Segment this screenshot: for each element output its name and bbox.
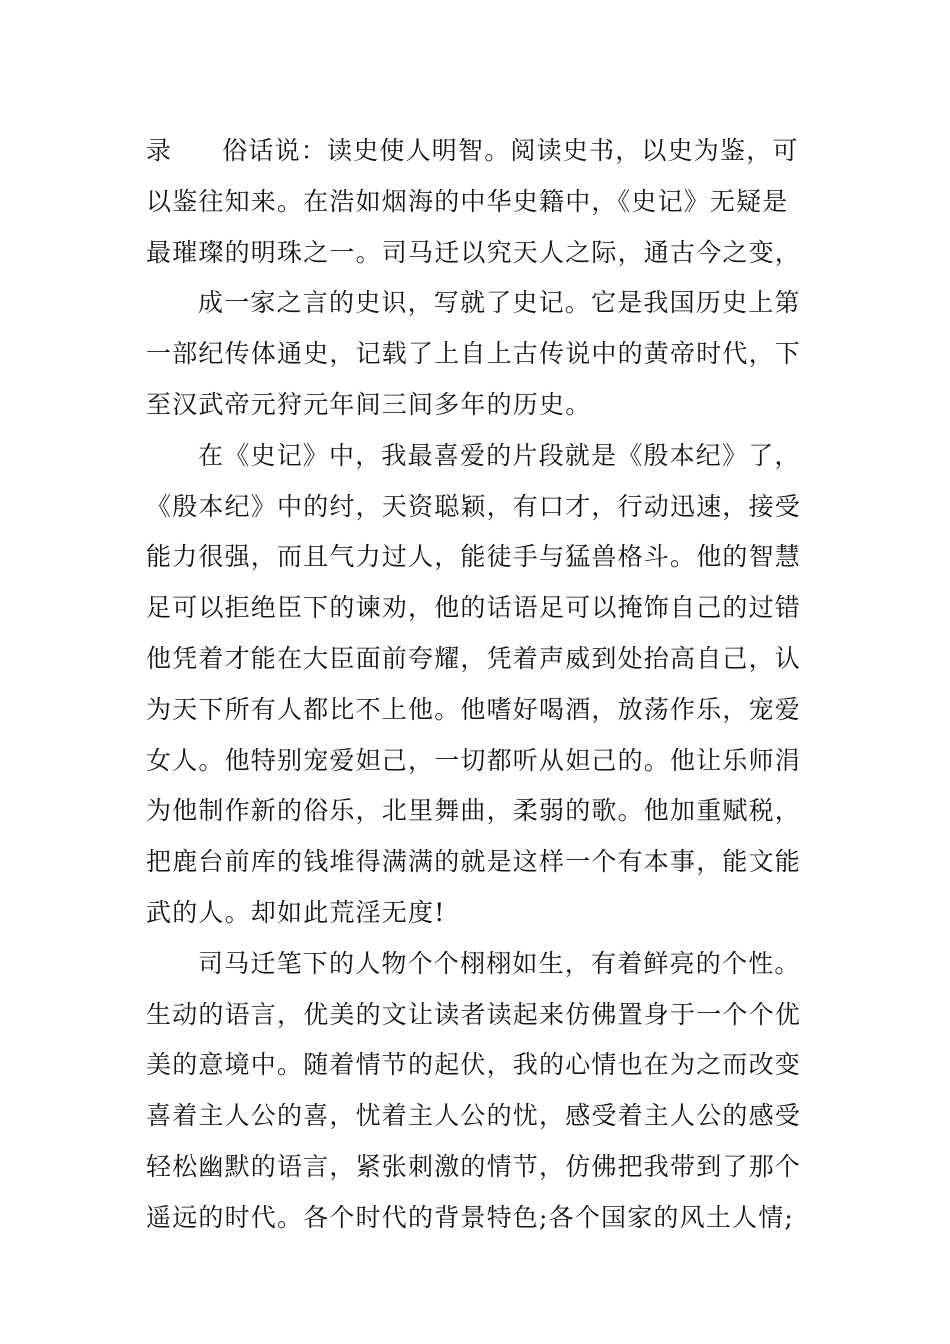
text-line: 把鹿台前库的钱堆得满满的就是这样一个有本事，能文能	[146, 847, 802, 877]
text-line: 喜着主人公的喜，忧着主人公的忧，感受着主人公的感受	[146, 1101, 802, 1131]
text-line: 美的意境中。随着情节的起伏，我的心情也在为之而改变	[146, 1050, 802, 1080]
text-line: 遥远的时代。各个时代的背景特色;各个国家的风土人情;	[146, 1202, 795, 1232]
paragraph-start-line: 成一家之言的史识，写就了史记。它是我国历史上第	[198, 288, 801, 318]
text-line: 轻松幽默的语言，紧张刺激的情节，仿佛把我带到了那个	[146, 1151, 802, 1181]
text-line: 武的人。却如此荒淫无度!	[146, 897, 446, 927]
text-line: 以鉴往知来。在浩如烟海的中华史籍中，《史记》无疑是	[146, 186, 789, 216]
text-line: 足可以拒绝臣下的谏劝，他的话语足可以掩饰自己的过错	[146, 593, 802, 623]
text-line: 生动的语言，优美的文让读者读起来仿佛置身于一个个优	[146, 999, 802, 1029]
text-line: 他凭着才能在大臣面前夸耀，凭着声威到处抬高自己，认	[146, 643, 802, 673]
text-line: 《殷本纪》中的纣，天资聪颖，有口才，行动迅速，接受	[146, 491, 802, 521]
text-line: 最璀璨的明珠之一。司马迁以究天人之际，通古今之变，	[146, 237, 802, 267]
text-line: 为他制作新的俗乐，北里舞曲，柔弱的歌。他加重赋税，	[146, 796, 802, 826]
text-line	[146, 126, 810, 177]
text-line: 女人。他特别宠爱妲己，一切都听从妲己的。他让乐师涓	[146, 745, 802, 775]
line-text: 俗话说：读史使人明智。阅读史书，以史为鉴，可	[222, 136, 799, 165]
paragraph-start-line: 司马迁笔下的人物个个栩栩如生，有着鲜亮的个性。	[198, 948, 801, 978]
text-line: 为天下所有人都比不上他。他嗜好喝酒，放荡作乐，宠爱	[146, 694, 802, 724]
line-lead: 录	[146, 136, 173, 165]
paragraph-start-line: 在《史记》中，我最喜爱的片段就是《殷本纪》了，	[198, 440, 801, 470]
document-body	[146, 126, 810, 1244]
text-line: 一部纪传体通史，记载了上自上古传说中的黄帝时代，下	[146, 339, 802, 369]
text-line: 至汉武帝元狩元年间三间多年的历史。	[146, 389, 592, 419]
text-line: 能力很强，而且气力过人，能徒手与猛兽格斗。他的智慧	[146, 542, 802, 572]
